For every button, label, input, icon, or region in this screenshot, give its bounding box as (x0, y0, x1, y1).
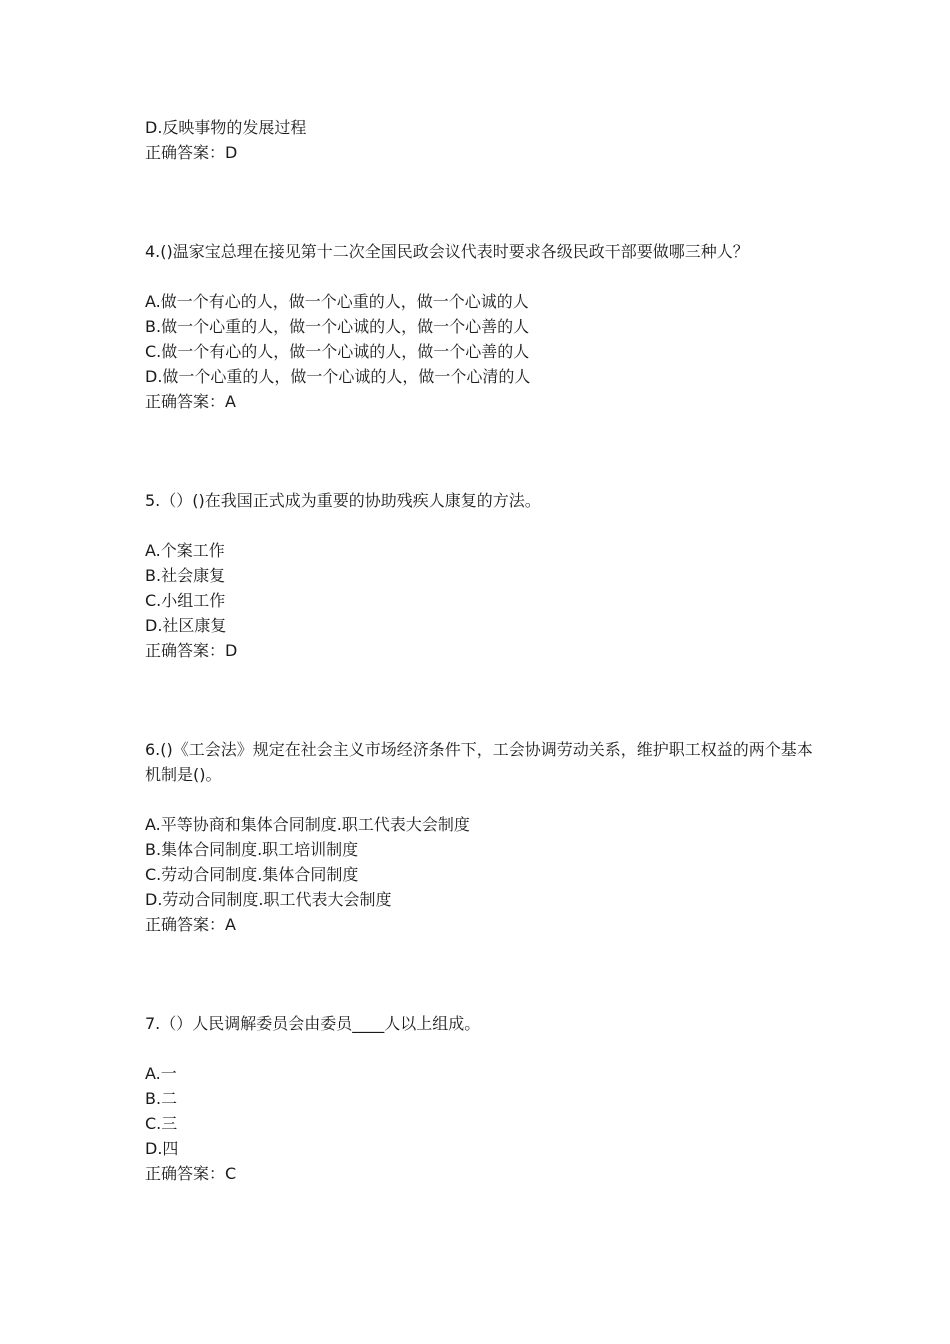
option-a: A.一 (145, 1064, 177, 1083)
question-6 (145, 737, 825, 937)
question-5 (145, 488, 825, 663)
option-b: B.社会康复 (145, 566, 226, 585)
question-7 (145, 1011, 825, 1186)
question-text: 5.（）()在我国正式成为重要的协助残疾人康复的方法。 (145, 491, 541, 510)
option-c: C.做一个有心的人，做一个心诚的人，做一个心善的人 (145, 342, 530, 361)
option-d: D.做一个心重的人，做一个心诚的人，做一个心清的人 (145, 367, 531, 386)
option-d: D.劳动合同制度.职工代表大会制度 (145, 890, 392, 909)
question-3-tail (145, 115, 825, 165)
correct-answer: 正确答案：A (145, 392, 236, 411)
correct-answer: 正确答案：D (145, 641, 238, 660)
option-a: A.个案工作 (145, 541, 225, 560)
question-text: 4.()温家宝总理在接见第十二次全国民政会议代表时要求各级民政干部要做哪三种人？ (145, 242, 749, 261)
question-text: 6.()《工会法》规定在社会主义市场经济条件下，工会协调劳动关系，维护职工权益的两个基本机制是()。 (145, 740, 813, 784)
option-c: C.三 (145, 1114, 178, 1133)
question-4 (145, 239, 825, 414)
correct-answer: 正确答案：A (145, 915, 236, 934)
option-b: B.做一个心重的人，做一个心诚的人，做一个心善的人 (145, 317, 530, 336)
option-d: D.反映事物的发展过程 (145, 118, 307, 137)
question-text: 7.（）人民调解委员会由委员____人以上组成。 (145, 1014, 481, 1033)
option-a: A.做一个有心的人，做一个心重的人，做一个心诚的人 (145, 292, 529, 311)
option-d: D.四 (145, 1139, 179, 1158)
option-a: A.平等协商和集体合同制度.职工代表大会制度 (145, 815, 470, 834)
option-c: C.劳动合同制度.集体合同制度 (145, 865, 359, 884)
option-b: B.二 (145, 1089, 178, 1108)
option-b: B.集体合同制度.职工培训制度 (145, 840, 359, 859)
correct-answer: 正确答案：C (145, 1164, 237, 1183)
option-c: C.小组工作 (145, 591, 226, 610)
correct-answer: 正确答案：D (145, 143, 238, 162)
option-d: D.社区康复 (145, 616, 227, 635)
